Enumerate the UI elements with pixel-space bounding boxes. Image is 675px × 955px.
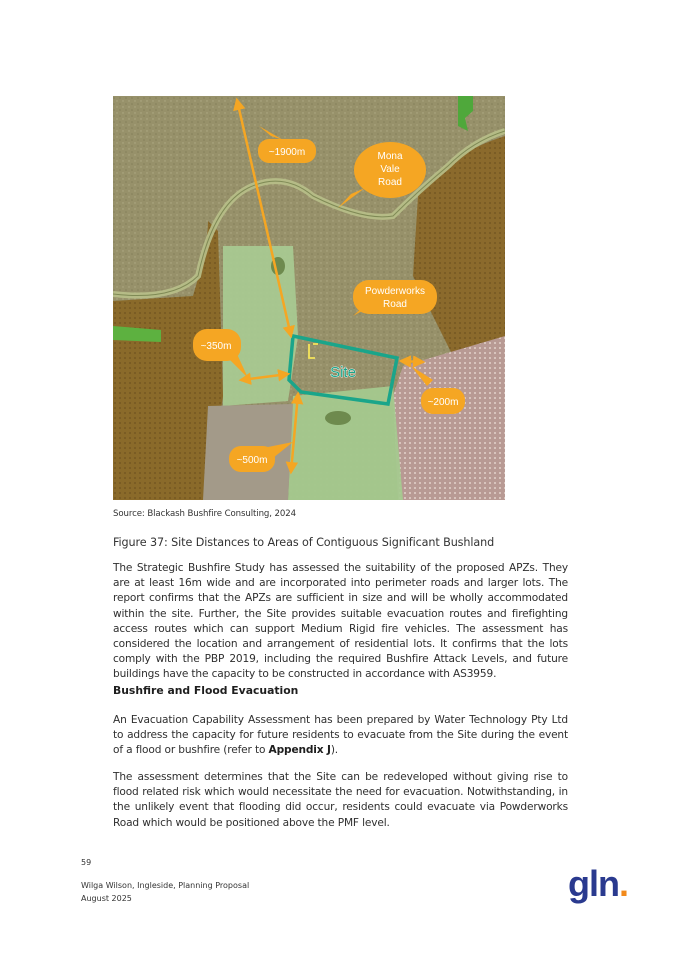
site-label: Site: [330, 364, 356, 381]
paragraph-bushfire-study: The Strategic Bushfire Study has assessed the suitability of the proposed APZs. They are at least 16m wide and are incorporated into perimeter roads and larger lots. The report confirms that the APZs are sufficient in size and will be wholly accommodated within the site. Further, the Site provides suitable evacuation routes and firefighting access routes which can support Medium Rigid fire vehicles. The assessment has considered the location and arrangement of residential lots. It confirms that the lots comply with the PBP 2019, including the required Bushfire Attack Levels, and future buildings have the capacity to be constructed in accordance with AS3959.: [113, 562, 568, 681]
gln-logo: [568, 864, 628, 904]
svg-text:~500m: ~500m: [236, 455, 268, 466]
arrow-east: [401, 361, 423, 362]
figure-source: Source: Blackash Bushfire Consulting, 2024: [113, 509, 297, 519]
paragraph-text-end: ).: [330, 744, 339, 757]
paragraph-text: An Evacuation Capability Assessment has been prepared by Water Technology Pty Ltd to address the capacity for future residents to evacuate from the Site during the event of a flood or bushfire (refer to: [113, 714, 568, 757]
page-number: 59: [81, 858, 92, 867]
paragraph-evacuation-assessment: [113, 713, 568, 759]
paragraph-flood-risk: The assessment determines that the Site can be redeveloped without giving rise to flood related risk which would necessitate the need for evacuation. Notwithstanding, in the unlikely event that flooding did occur, residents could evacuate via Powderworks Road which would be positioned above the PMF level.: [113, 771, 568, 829]
site-distance-map: [113, 96, 505, 500]
section-heading: Bushfire and Flood Evacuation: [113, 684, 299, 697]
svg-text:Road: Road: [378, 177, 402, 188]
svg-text:~1900m: ~1900m: [268, 147, 306, 158]
appendix-reference: Appendix J: [268, 744, 331, 757]
golf-course-north: [223, 246, 298, 406]
svg-text:~350m: ~350m: [200, 341, 232, 352]
svg-text:Road: Road: [383, 299, 407, 310]
footer-document-title: Wilga Wilson, Ingleside, Planning Proposal: [81, 881, 250, 890]
svg-text:~200m: ~200m: [427, 397, 459, 408]
logo-text: gln: [568, 863, 619, 904]
logo-dot: .: [618, 863, 628, 904]
figure-caption: Figure 37: Site Distances to Areas of Contiguous Significant Bushland: [113, 536, 495, 549]
svg-text:Powderworks: Powderworks: [364, 286, 426, 297]
svg-text:Vale: Vale: [380, 164, 400, 175]
footer-date: August 2025: [81, 894, 132, 903]
svg-text:Mona: Mona: [377, 151, 403, 162]
callout-powderworks-road: [353, 280, 437, 316]
